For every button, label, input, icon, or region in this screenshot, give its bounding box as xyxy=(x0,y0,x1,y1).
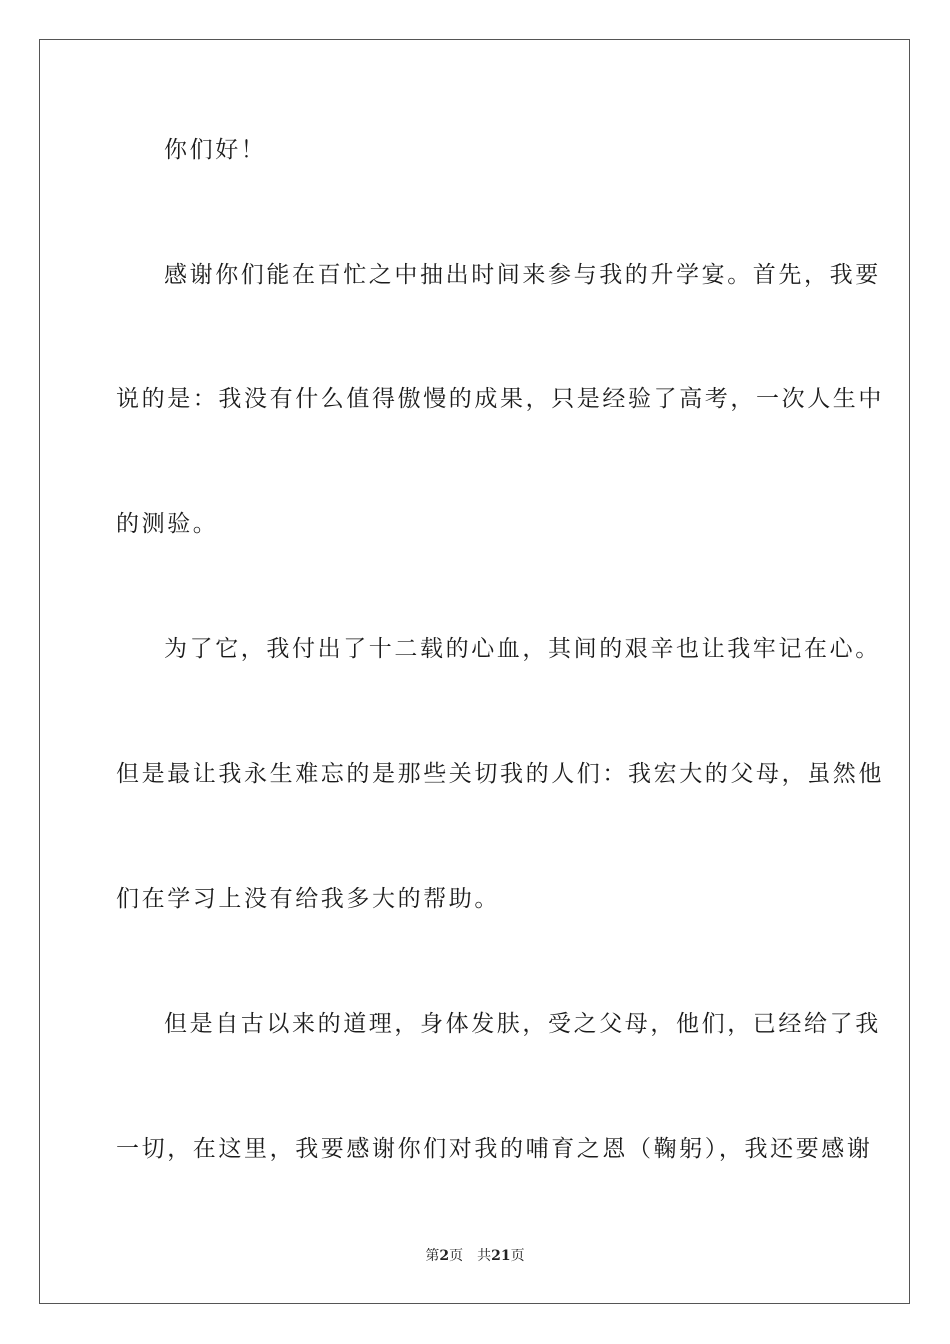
paragraph-line: 感谢你们能在百忙之中抽出时间来参与我的升学宴。首先，我要 xyxy=(164,262,881,288)
paragraph-line: 的测验。 xyxy=(116,511,219,537)
total-pages: 21 xyxy=(491,1248,511,1264)
page-footer xyxy=(0,1247,950,1265)
total-suffix: 页 xyxy=(510,1248,525,1264)
page-prefix: 第 xyxy=(425,1248,440,1264)
paragraph-line: 一切，在这里，我要感谢你们对我的哺育之恩（鞠躬），我还要感谢 xyxy=(116,1136,873,1162)
page-number: 2 xyxy=(439,1248,450,1264)
paragraph-line: 但是自古以来的道理，身体发肤，受之父母，他们，已经给了我 xyxy=(164,1011,881,1037)
page-border xyxy=(39,39,910,1304)
page-suffix: 页 xyxy=(449,1248,464,1264)
paragraph-line: 们在学习上没有给我多大的帮助。 xyxy=(116,886,500,912)
paragraph-line: 为了它，我付出了十二载的心血，其间的艰辛也让我牢记在心。 xyxy=(164,636,881,662)
paragraph-line: 但是最让我永生难忘的是那些关切我的人们：我宏大的父母，虽然他 xyxy=(116,761,884,787)
paragraph-line: 说的是：我没有什么值得傲慢的成果，只是经验了高考，一次人生中 xyxy=(116,386,884,412)
total-prefix: 共 xyxy=(477,1248,492,1264)
paragraph-line: 你们好！ xyxy=(164,137,267,163)
